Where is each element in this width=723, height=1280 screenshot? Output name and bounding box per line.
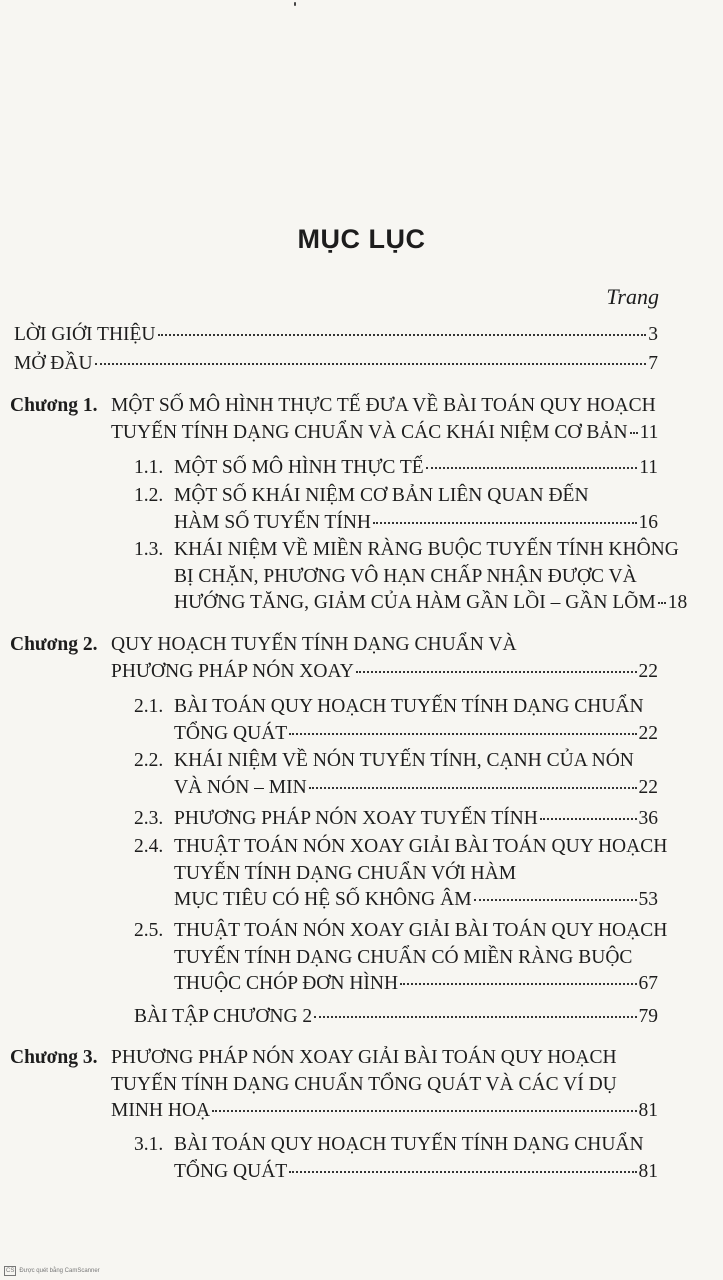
section-number: 2.1. [134, 696, 164, 717]
toc-entry-text: HÀM SỐ TUYẾN TÍNH [174, 511, 371, 533]
exercises-entry [134, 1004, 658, 1030]
chapter-3-line [111, 1072, 617, 1098]
toc-page-number: 7 [648, 353, 658, 374]
toc-entry-text: TỔNG QUÁT [174, 722, 288, 744]
toc-entry-text: MỘT SỐ MÔ HÌNH THỰC TẾ [174, 457, 424, 478]
chapter-label: Chương 3. [10, 1047, 98, 1068]
toc-line-text: THUẬT TOÁN NÓN XOAY GIẢI BÀI TOÁN QUY HOẠCH [174, 836, 668, 857]
section-1-1-entry [174, 455, 658, 481]
section-3-1-line [174, 1132, 644, 1158]
section-2-4-entry [174, 887, 658, 913]
toc-page-number: 22 [638, 660, 658, 682]
section-number: 2.5. [134, 920, 164, 941]
toc-page-number: 18 [667, 592, 688, 613]
toc-line-text: BÀI TOÁN QUY HOẠCH TUYẾN TÍNH DẠNG CHUẨN [174, 696, 644, 717]
dot-leader [309, 786, 637, 789]
toc-page-number: 3 [648, 324, 658, 345]
toc-page-number: 16 [638, 511, 658, 533]
toc-page-number: 67 [638, 973, 658, 994]
section-2-2-entry [174, 775, 658, 801]
section-number: 1.1. [134, 457, 164, 478]
toc-line-text: TUYẾN TÍNH DẠNG CHUẨN CÓ MIỀN RÀNG BUỘC [174, 946, 633, 968]
section-2-5-line [174, 918, 667, 944]
section-number: 2.3. [134, 808, 164, 829]
toc-line-text: QUY HOẠCH TUYẾN TÍNH DẠNG CHUẨN VÀ [111, 634, 517, 655]
section-number: 1.2. [134, 485, 164, 506]
toc-page-number: 11 [639, 457, 658, 478]
section-2-4-line [174, 861, 516, 887]
dot-leader [95, 362, 647, 365]
toc-line-text: BỊ CHẶN, PHƯƠNG VÔ HẠN CHẤP NHẬN ĐƯỢC VÀ [174, 565, 637, 587]
scanner-watermark [4, 1266, 100, 1276]
toc-entry-text: VÀ NÓN – MIN [174, 776, 307, 798]
chapter-1-entry [111, 420, 658, 446]
toc-line-text: BÀI TOÁN QUY HOẠCH TUYẾN TÍNH DẠNG CHUẨN [174, 1134, 644, 1155]
toc-entry-text: TUYẾN TÍNH DẠNG CHUẨN VÀ CÁC KHÁI NIỆM CƠ BẢN [111, 421, 628, 443]
toc-entry-text: HƯỚNG TĂNG, GIẢM CỦA HÀM GẦN LỒI – GẦN LÕM [174, 592, 656, 613]
toc-entry-text: LỜI GIỚI THIỆU [14, 324, 156, 345]
toc-page-number: 22 [638, 776, 658, 798]
chapter-3-entry [111, 1098, 658, 1124]
toc-line-text: TUYẾN TÍNH DẠNG CHUẨN VỚI HÀM [174, 862, 517, 884]
dot-leader [212, 1109, 636, 1112]
section-2-1-line [174, 694, 644, 720]
section-number: 3.1. [134, 1134, 164, 1155]
dot-leader [373, 521, 637, 524]
section-1-3-line [174, 537, 679, 563]
section-2-5-line [174, 945, 632, 971]
toc-line-text: TUYẾN TÍNH DẠNG CHUẨN TỔNG QUÁT VÀ CÁC VÍ DỤ [111, 1073, 617, 1095]
toc-page-number: 36 [638, 808, 658, 829]
page-title: MỤC LỤC [297, 224, 426, 254]
section-1-3-line [174, 564, 637, 590]
chapter-label: Chương 2. [10, 634, 98, 655]
dot-leader [474, 898, 637, 901]
section-number: 2.4. [134, 836, 164, 857]
section-3-1-entry [174, 1159, 658, 1185]
page-column-label: Trang [606, 284, 659, 309]
section-1-2-line [174, 483, 589, 509]
toc-entry-text: MINH HOẠ [111, 1100, 211, 1121]
toc-page-number: 11 [639, 421, 659, 443]
toc-entry-text: THUỘC CHÓP ĐƠN HÌNH [174, 973, 399, 994]
toc-entry-text: TỔNG QUÁT [174, 1160, 288, 1182]
toc-page-number: 81 [638, 1100, 658, 1121]
toc-page-number: 79 [638, 1006, 658, 1027]
chapter-1-line [111, 393, 656, 419]
toc-page-number: 22 [638, 722, 658, 744]
chapter-label: Chương 1. [10, 395, 98, 416]
dot-leader [540, 817, 637, 820]
entry-loi-gioi-thieu [14, 322, 658, 348]
section-2-1-entry [174, 721, 658, 747]
camscanner-icon: CS [6, 1268, 15, 1274]
dot-leader [158, 333, 647, 336]
chapter-2-entry [111, 659, 658, 685]
section-1-3-entry [174, 590, 688, 616]
toc-entry-text: MỤC TIÊU CÓ HỆ SỐ KHÔNG ÂM [174, 889, 472, 910]
toc-page-number: 81 [638, 1160, 658, 1182]
toc-line-text: KHÁI NIỆM VỀ NÓN TUYẾN TÍNH, CẠNH CỦA NÓN [174, 750, 634, 771]
toc-line-text: KHÁI NIỆM VỀ MIỀN RÀNG BUỘC TUYẾN TÍNH KHÔNG [174, 539, 679, 560]
chapter-2-line [111, 632, 517, 658]
toc-line-text: MỘT SỐ KHÁI NIỆM CƠ BẢN LIÊN QUAN ĐẾN [174, 485, 589, 506]
toc-line-text: PHƯƠNG PHÁP NÓN XOAY GIẢI BÀI TOÁN QUY HOẠCH [111, 1047, 617, 1068]
dot-leader [289, 732, 636, 735]
page-speck [294, 2, 296, 6]
section-number: 1.3. [134, 539, 164, 560]
section-2-5-entry [174, 971, 658, 997]
dot-leader [630, 431, 638, 434]
dot-leader [426, 466, 638, 469]
section-number: 2.2. [134, 750, 164, 771]
toc-line-text: THUẬT TOÁN NÓN XOAY GIẢI BÀI TOÁN QUY HOẠCH [174, 920, 668, 941]
dot-leader [658, 601, 666, 604]
toc-page-number: 53 [638, 889, 658, 910]
section-2-4-line [174, 834, 667, 860]
toc-entry-text: PHƯƠNG PHÁP NÓN XOAY [111, 660, 354, 682]
chapter-3-line [111, 1045, 617, 1071]
dot-leader [356, 670, 637, 673]
toc-entry-text: MỞ ĐẦU [14, 353, 93, 374]
dot-leader [400, 982, 636, 985]
toc-entry-text: BÀI TẬP CHƯƠNG 2 [134, 1006, 313, 1027]
section-1-2-entry [174, 510, 658, 536]
dot-leader [289, 1170, 636, 1173]
section-2-2-line [174, 748, 634, 774]
toc-entry-text: PHƯƠNG PHÁP NÓN XOAY TUYẾN TÍNH [174, 808, 538, 829]
section-2-3-entry [174, 806, 658, 832]
toc-line-text: MỘT SỐ MÔ HÌNH THỰC TẾ ĐƯA VỀ BÀI TOÁN QUY HOẠCH [111, 395, 656, 416]
scanner-text: Được quét bằng CamScanner [19, 1268, 100, 1274]
entry-mo-dau [14, 351, 658, 377]
dot-leader [314, 1015, 636, 1018]
